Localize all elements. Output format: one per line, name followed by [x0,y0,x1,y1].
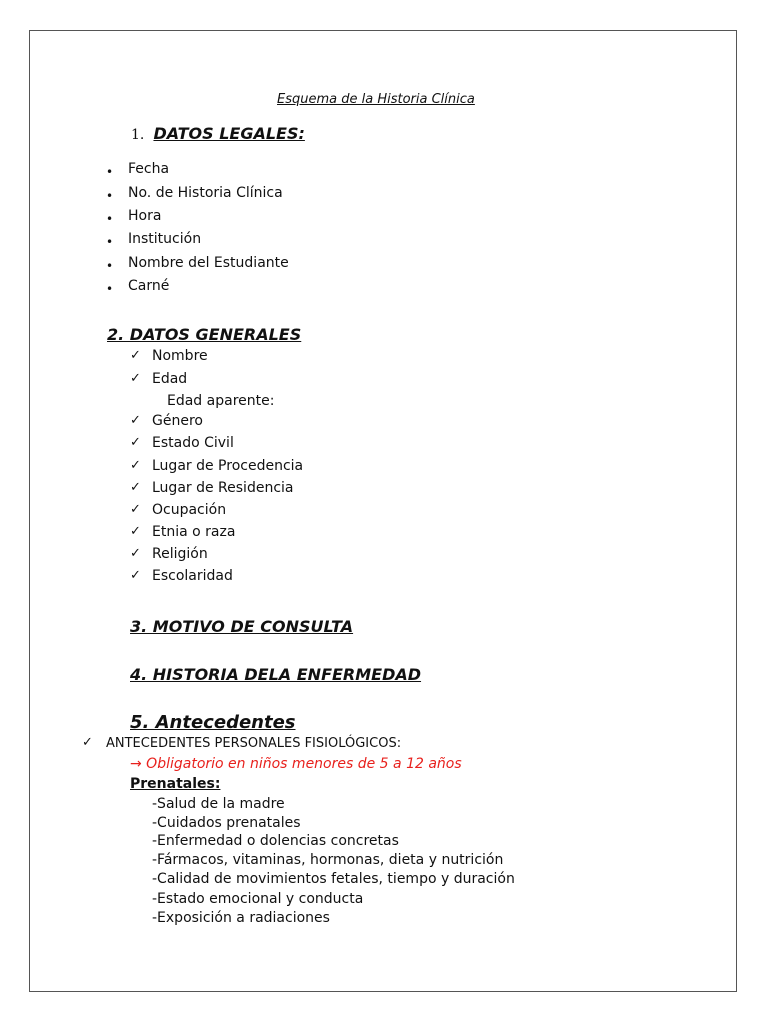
list-item-label: Religión [152,546,208,562]
list-item-label: Edad [152,371,188,387]
bullet-icon: • [106,259,114,273]
list-item-label: Nombre [152,348,208,364]
check-icon: ✓ [130,435,141,450]
check-icon: ✓ [130,458,141,473]
list-item [106,278,113,297]
bullet-icon: • [106,235,114,249]
list-item-label: Nombre del Estudiante [128,255,289,271]
check-icon: ✓ [130,546,141,561]
check-icon: ✓ [130,502,141,517]
list-item-label: Lugar de Procedencia [152,458,304,474]
check-icon: ✓ [130,568,141,583]
check-icon: ✓ [82,735,93,750]
list-item-label: -Salud de la madre [152,796,285,812]
list-item [106,161,113,180]
section-4-heading: 4. HISTORIA DELA ENFERMEDAD [130,665,422,684]
list-item-label: Lugar de Residencia [152,480,294,496]
mandatory-note: → Obligatorio en niños menores de 5 a 12 años [130,756,462,772]
list-item [106,208,113,227]
document-title: Esquema de la Historia Clínica [277,92,475,107]
list-item-label: -Cuidados prenatales [152,815,301,831]
list-item-label: Hora [128,208,162,224]
list-item-label: Estado Civil [152,435,234,451]
bullet-icon: • [106,212,114,226]
prenatal-label: Prenatales: [130,776,221,792]
section-1-heading [131,124,305,143]
bullet-icon: • [106,165,114,179]
section-2-heading: 2. DATOS GENERALES [107,325,302,344]
bullet-icon: • [106,282,114,296]
list-item-label: -Calidad de movimientos fetales, tiempo y duración [152,871,515,887]
section-5-heading: 5. Antecedentes [130,712,296,733]
list-item-label: -Fármacos, vitaminas, hormonas, dieta y nutrición [152,852,504,868]
list-item-label: Institución [128,231,202,247]
list-item [106,231,113,250]
list-item-label: -Estado emocional y conducta [152,891,364,907]
section-3-heading: 3. MOTIVO DE CONSULTA [130,617,354,636]
list-item-label: Escolaridad [152,568,233,584]
list-item-label: -Enfermedad o dolencias concretas [152,833,399,849]
age-subnote: Edad aparente: [167,393,275,409]
list-item-label: Fecha [128,161,170,177]
check-icon: ✓ [130,524,141,539]
list-item-label: -Exposición a radiaciones [152,910,330,926]
check-icon: ✓ [130,371,141,386]
antecedents-subheading: ANTECEDENTES PERSONALES FISIOLÓGICOS: [106,736,402,751]
list-item-label: Carné [128,278,170,294]
list-item [106,185,113,204]
list-item-label: Ocupación [152,502,227,518]
list-item-label: Género [152,413,203,429]
section-1-title: DATOS LEGALES: [153,124,305,143]
bullet-icon: • [106,189,114,203]
section-1-number: 1. [131,127,145,143]
list-item [106,255,113,274]
check-icon: ✓ [130,348,141,363]
list-item-label: No. de Historia Clínica [128,185,283,201]
check-icon: ✓ [130,413,141,428]
list-item-label: Etnia o raza [152,524,236,540]
check-icon: ✓ [130,480,141,495]
